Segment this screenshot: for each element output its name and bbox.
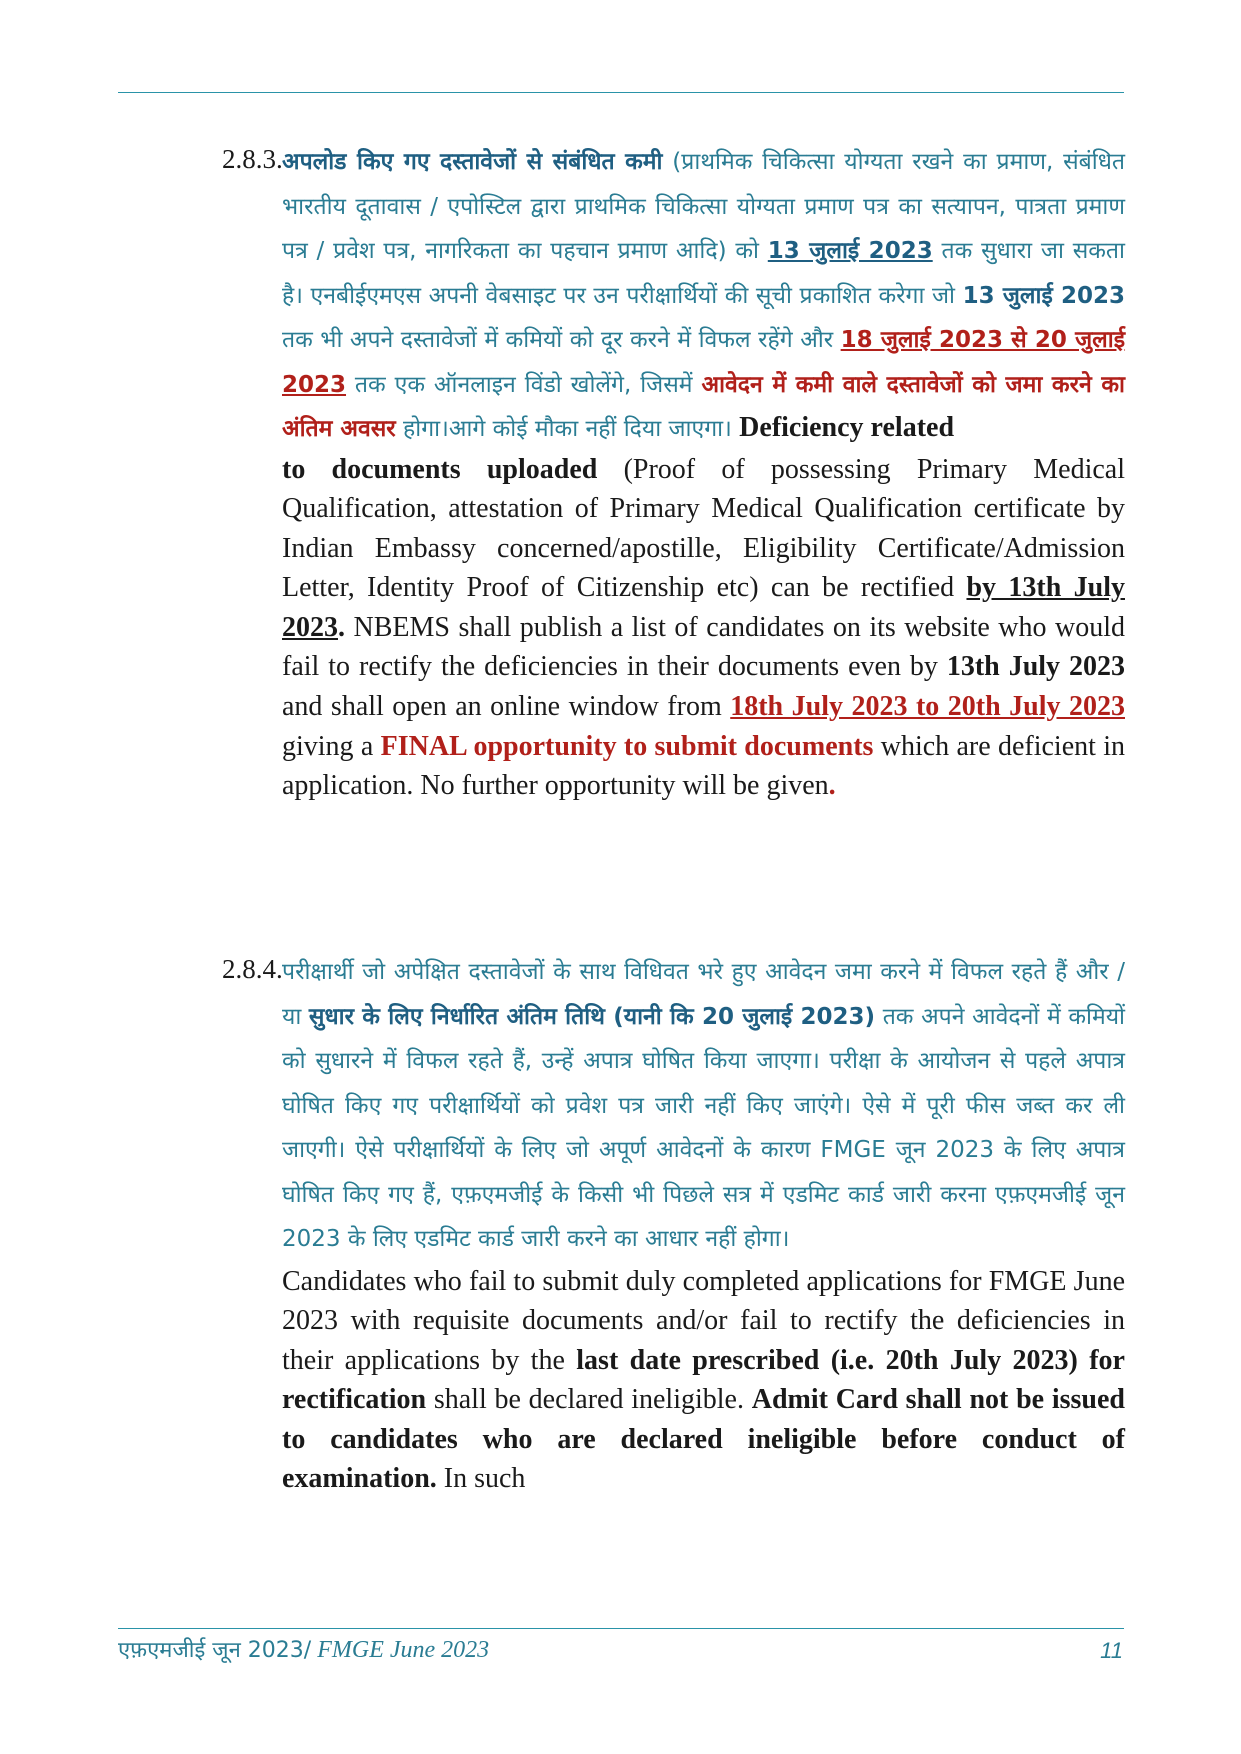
hindi-heading: अपलोड किए गए दस्तावेजों से संबंधित कमी: [282, 149, 663, 175]
english-last-date: last date prescribed (i.e. 20th July 2023) for rectification: [282, 1344, 1125, 1416]
hindi-window-dates: 18 जुलाई 2023 से 20 जुलाई 2023: [282, 327, 1126, 398]
hindi-last-date: सुधार के लिए निर्धारित अंतिम तिथि (यानी कि 20 जुलाई 2023): [308, 1003, 876, 1030]
english-heading-part: Deficiency related: [739, 412, 955, 443]
page-number: 11: [1100, 1638, 1123, 1663]
english-paragraph: to documents uploaded (Proof of possessing Primary Medical Qualification, attestation of Primary Medical Qualification certificate by Indian Embassy concerned/apostille, Eligibility Certificate/Admission Letter, Identity Proof of Citizenship etc) can be rectified by 13th July 2023. NBEMS shall publish a list of candidates on its website who would fail to rectify the deficiencies in their documents even by 13th July 2023 and shall open an online window from 18th July 2023 to 20th July 2023 giving a FINAL opportunity to submit documents which are deficient in application. No further opportunity will be given.: [282, 453, 1126, 802]
english-heading-part: to documents uploaded: [282, 453, 598, 485]
hindi-paragraph: अपलोड किए गए दस्तावेजों से संबंधित कमी (प्राथमिक चिकित्सा योग्यता रखने का प्रमाण, संबंधित भारतीय दूतावास / एपोस्टिल द्वारा प्राथमिक चिकित्सा योग्यता प्रमाण पत्र का सत्यापन, पात्रता प्रमाण पत्र / प्रवेश पत्र, नागरिकता का पहचान प्रमाण आदि) को 13 जुलाई 2023 तक सुधारा जा सकता है। एनबीईएमएस अपनी वेबसाइट पर उन परीक्षार्थियों की सूची प्रकाशित करेगा जो 13 जुलाई 2023 तक भी अपने दस्तावेजों में कमियों को दूर करने में विफल रहेंगे और 18 जुलाई 2023 से 20 जुलाई 2023 तक एक ऑनलाइन विंडो खोलेंगे, जिसमें आवेदन में कमी वाले दस्तावेजों को जमा करने का अंतिम अवसर होगा।आगे कोई मौका नहीं दिया जाएगा। Deficiency related: [282, 149, 1126, 443]
footer-english: FMGE June 2023: [311, 1637, 490, 1663]
header-rule: [118, 92, 1124, 93]
footer-rule: [118, 1628, 1124, 1629]
section-2-8-4: [222, 950, 1125, 1499]
footer-hindi: एफ़एमजीई जून 2023/: [118, 1638, 312, 1663]
section-number: 2.8.3.: [222, 144, 283, 174]
english-final-opportunity: FINAL opportunity to submit documents: [380, 730, 874, 762]
hindi-date: 13 जुलाई 2023: [962, 282, 1125, 309]
hindi-paragraph: परीक्षार्थी जो अपेक्षित दस्तावेजों के साथ विधिवत भरे हुए आवेदन जमा करने में विफल रहते हैं और / या सुधार के लिए निर्धारित अंतिम तिथि (यानी कि 20 जुलाई 2023) तक अपने आवेदनों में कमियों को सुधारने में विफल रहते हैं, उन्हें अपात्र घोषित किया जाएगा। परीक्षा के आयोजन से पहले अपात्र घोषित किए गए परीक्षार्थियों को प्रवेश पत्र जारी नहीं किए जाएंगे। ऐसे में पूरी फीस जब्त कर ली जाएगी। ऐसे परीक्षार्थियों के लिए जो अपूर्ण आवेदनों के कारण FMGE जून 2023 के लिए अपात्र घोषित किए गए हैं, एफ़एमजीई के किसी भी पिछले सत्र में एडमिट कार्ड जारी करना एफ़एमजीई जून 2023 के लिए एडमिट कार्ड जारी करने का आधार नहीं होगा।: [282, 959, 1126, 1252]
hindi-final-opportunity: आवेदन में कमी वाले दस्तावेजों को जमा करने का अंतिम अवसर: [282, 371, 1125, 442]
english-date: 13th July 2023: [946, 651, 1125, 683]
hindi-date: 13 जुलाई 2023: [767, 238, 933, 264]
footer-title: [118, 1634, 489, 1664]
english-admit-card-notice: Admit Card shall not be issued to candidates who are declared ineligible before conduct of examination.: [282, 1384, 1125, 1495]
section-2-8-3: [222, 140, 1125, 806]
english-date: by 13th July 2023: [282, 572, 1125, 643]
english-window-dates: 18th July 2023 to 20th July 2023: [730, 691, 1125, 723]
section-number: 2.8.4.: [222, 954, 283, 984]
english-paragraph: Candidates who fail to submit duly completed applications for FMGE June 2023 with requisite documents and/or fail to rectify the deficiencies in their applications by the last date prescribed (i.e. 20th July 2023) for rectification shall be declared ineligible. Admit Card shall not be issued to candidates who are declared ineligible before conduct of examination. In such: [282, 1265, 1125, 1495]
